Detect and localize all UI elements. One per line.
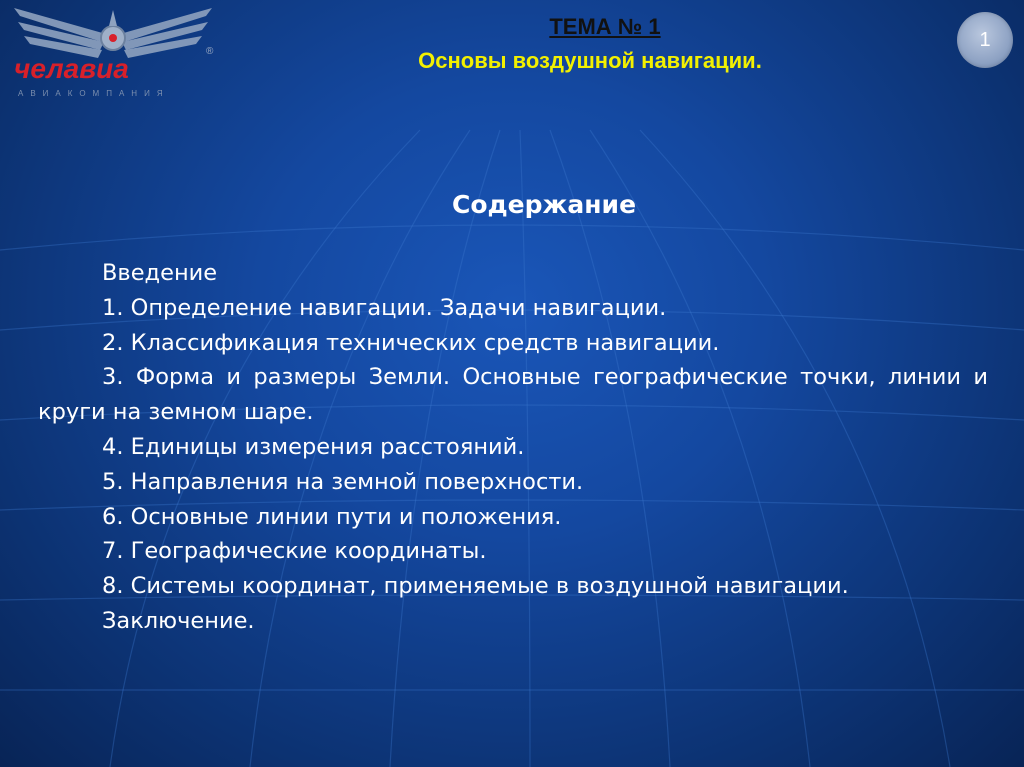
toc-item: 4. Единицы измерения расстояний. [102, 433, 525, 460]
toc-item: 5. Направления на земной поверхности. [102, 468, 584, 495]
logo-brand-text: челавиа [14, 53, 129, 84]
company-logo [6, 4, 220, 104]
slide-title-block [340, 14, 840, 74]
toc-item: 6. Основные линии пути и положения. [102, 503, 562, 530]
toc-item: 8. Системы координат, применяемые в воздушной навигации. [102, 573, 849, 600]
toc-item: 7. Географические координаты. [102, 538, 487, 565]
toc-item: 2. Классификация технических средств навигации. [102, 329, 720, 356]
toc-item: 3. Форма и размеры Земли. Основные географические точки, линии и круги на земном шаре. [38, 364, 988, 426]
contents-heading: Содержание [451, 190, 637, 219]
toc-item: Заключение. [102, 607, 255, 634]
topic-title: Основы воздушной навигации. [418, 48, 762, 73]
table-of-contents [38, 256, 988, 639]
page-number-badge: 1 [957, 12, 1013, 68]
registered-mark-icon: ® [206, 46, 214, 57]
topic-number: ТЕМА № 1 [549, 14, 661, 39]
logo-tagline-text: АВИАКОМПАНИЯ [18, 89, 170, 98]
toc-item: 1. Определение навигации. Задачи навигации. [102, 294, 667, 321]
toc-item: Введение [102, 260, 218, 286]
wings-emblem-icon [6, 4, 220, 104]
